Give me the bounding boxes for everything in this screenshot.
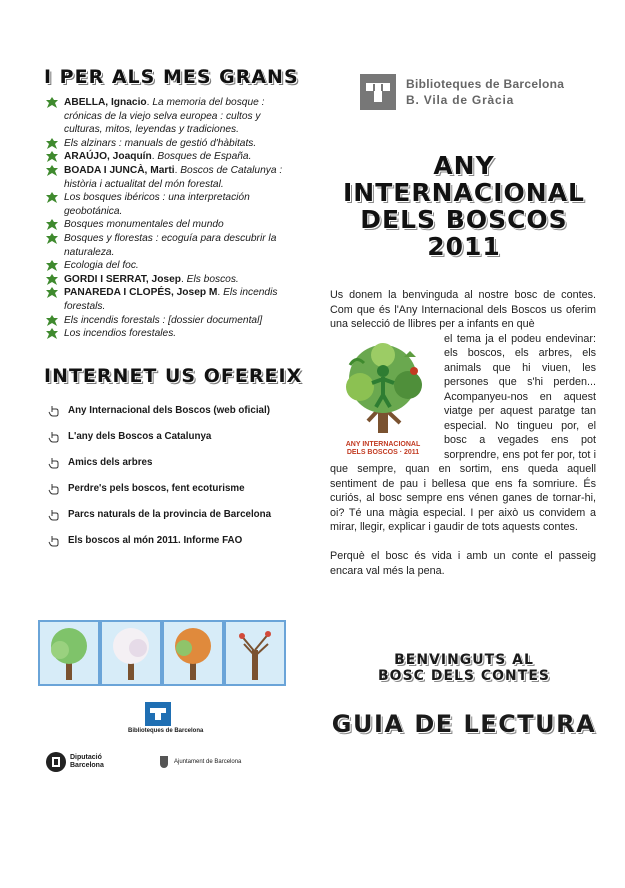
book-title: Bosques y florestas : ecoguía para descubrir la naturaleza. xyxy=(64,232,277,258)
book-item xyxy=(44,218,294,232)
book-author: BOADA I JUNCÀ, Marti xyxy=(64,164,175,176)
intro-paragraph-rest: el tema ja el podeu endevinar: els boscos, els arbres, els animals que hi viuen, les persones que s'hi perden... Acompanyeu-nos en aquest viatge per aquest paratge tan especial. No tingueu por, el bosc a vegades ens pot sorprendre, ens pot fer por, tot i que sempre, quan en sortim, ens queda aquell sentiment de pau i bellesa que ens fa somriure. És curiós, al bosc sempre ens vénen ganes de tornar-hi, oi? Té una màgia especial. I per això us convidem a mirar, llegir, explicar i gaudir de tots aquests contes. xyxy=(330,332,596,533)
tree-autumn-image xyxy=(162,620,224,686)
web-link[interactable] xyxy=(44,509,294,535)
link-list xyxy=(44,405,294,561)
ajuntament-text: Ajuntament de Barcelona xyxy=(174,759,242,765)
tree-spring-image xyxy=(38,620,100,686)
web-link-label[interactable]: Any Internacional dels Boscos (web oficial) xyxy=(68,404,270,416)
book-author: PANAREDA I CLOPÉS, Josep M xyxy=(64,287,218,299)
web-link[interactable] xyxy=(44,535,294,561)
web-link-label[interactable]: Perdre's pels boscos, fent ecoturisme xyxy=(68,482,245,494)
book-title: Els incendis forestals. xyxy=(64,287,278,312)
book-item xyxy=(44,137,294,151)
book-list xyxy=(44,96,294,341)
book-separator: . xyxy=(146,97,153,108)
diputacio-logo xyxy=(46,752,104,772)
biblioteques-logo-icon xyxy=(360,74,396,110)
leaf-bullet-icon xyxy=(46,328,58,339)
welcome-line-1: BENVINGUTS AL xyxy=(394,652,534,668)
book-title: Boscos de Catalunya : història i actualitat del món forestal. xyxy=(64,164,283,190)
book-author: ARAÚJO, Joaquín xyxy=(64,151,152,163)
pointing-hand-icon xyxy=(48,509,60,521)
leaf-bullet-icon xyxy=(46,97,58,108)
web-link[interactable] xyxy=(44,457,294,483)
tree-seasons-illustration xyxy=(38,620,286,684)
book-title: Ecologia del foc. xyxy=(64,260,139,272)
book-item xyxy=(44,164,294,191)
welcome-line-2: BOSC DELS CONTES xyxy=(378,668,550,684)
emblem-label-line-1: ANY INTERNACIONAL xyxy=(345,440,421,448)
biblioteques-caption: Biblioteques de Barcelona xyxy=(128,728,204,734)
year-of-forests-emblem xyxy=(330,335,436,457)
section-title-adults: I PER ALS MES GRANS xyxy=(44,66,299,88)
book-item xyxy=(44,150,294,164)
book-item xyxy=(44,96,294,137)
leaf-bullet-icon xyxy=(46,138,58,149)
pointing-hand-icon xyxy=(48,483,60,495)
emblem-label-line-2: DELS BOSCOS · 2011 xyxy=(346,448,420,456)
diputacio-circle-icon xyxy=(46,752,66,772)
biblioteques-logo-small xyxy=(128,702,204,734)
leaf-bullet-icon xyxy=(46,260,58,271)
book-item xyxy=(44,259,294,273)
title-line-3: DELS BOSCOS 2011 xyxy=(360,205,568,261)
page-title xyxy=(330,152,598,260)
web-link[interactable] xyxy=(44,483,294,509)
tree-bare-image xyxy=(224,620,286,686)
left-column xyxy=(44,66,303,561)
book-separator: . xyxy=(217,287,224,299)
book-item xyxy=(44,273,294,287)
section-title-internet: INTERNET US OFEREIX xyxy=(44,364,303,387)
header-branch-name: B. Vila de Gràcia xyxy=(406,93,515,107)
web-link-label[interactable]: Els boscos al món 2011. Informe FAO xyxy=(68,534,243,546)
welcome-heading xyxy=(330,652,598,684)
web-link-label[interactable]: Parcs naturals de la provincia de Barcelona xyxy=(68,508,272,520)
biblioteques-logo-icon xyxy=(145,702,171,726)
ajuntament-shield-icon xyxy=(160,756,168,768)
intro-text xyxy=(330,288,596,578)
book-title: Bosques de España. xyxy=(157,151,252,163)
tree-winter-image xyxy=(100,620,162,686)
book-separator: . xyxy=(151,151,158,163)
reading-guide-title: GUIA DE LECTURA xyxy=(331,710,597,738)
book-title: Els boscos. xyxy=(186,273,239,285)
leaf-bullet-icon xyxy=(46,274,58,285)
book-item xyxy=(44,314,294,328)
leaf-bullet-icon xyxy=(46,219,58,230)
ajuntament-logo xyxy=(160,756,241,768)
closing-paragraph: Perquè el bosc és vida i amb un conte el passeig encara val més la pena. xyxy=(330,550,596,577)
diputacio-text: Diputació Barcelona xyxy=(70,754,104,769)
book-item xyxy=(44,232,294,259)
title-line-2: INTERNACIONAL xyxy=(343,178,585,207)
emblem-label xyxy=(330,441,436,457)
book-author: GORDI I SERRAT, Josep xyxy=(64,273,181,285)
book-separator: . xyxy=(174,164,181,176)
book-title: Los bosques ibéricos : una interpretación geobotánica. xyxy=(64,192,250,217)
leaf-bullet-icon xyxy=(46,151,58,162)
book-item xyxy=(44,286,294,313)
book-title: Els incendis forestals : [dossier documental] xyxy=(64,314,263,326)
leaf-bullet-icon xyxy=(46,233,58,244)
header-logo xyxy=(360,74,564,110)
book-title: La memoria del bosque : crónicas de la viejo selva europea : cultos y culturas, mitos, leyendas y tradiciones. xyxy=(64,97,265,136)
pointing-hand-icon xyxy=(48,457,60,469)
book-title: Els alzinars : manuals de gestió d'hàbitats. xyxy=(64,137,257,149)
book-title: Los incendios forestales. xyxy=(64,328,177,340)
header-library-name: Biblioteques de Barcelona xyxy=(406,77,565,91)
leaf-bullet-icon xyxy=(46,287,58,298)
intro-paragraph-start: Us donem la benvinguda al nostre bosc de contes. Com que és l'Any Internacional dels Boscos us oferim una selecció de llibres per a infants en què xyxy=(330,289,596,330)
leaf-bullet-icon xyxy=(46,192,58,203)
book-item xyxy=(44,327,294,341)
web-link[interactable] xyxy=(44,405,294,431)
book-separator: . xyxy=(181,273,187,285)
web-link-label[interactable]: L'any dels Boscos a Catalunya xyxy=(68,430,212,442)
leaf-bullet-icon xyxy=(46,165,58,176)
book-item xyxy=(44,191,294,218)
leaf-bullet-icon xyxy=(46,315,58,326)
web-link[interactable] xyxy=(44,431,294,457)
book-title: Bosques monumentales del mundo xyxy=(64,219,224,231)
pointing-hand-icon xyxy=(48,431,60,443)
pointing-hand-icon xyxy=(48,535,60,547)
title-line-1: ANY xyxy=(433,151,495,180)
pointing-hand-icon xyxy=(48,405,60,417)
web-link-label[interactable]: Amics dels arbres xyxy=(68,456,153,468)
book-author: ABELLA, Ignacio xyxy=(64,97,147,108)
